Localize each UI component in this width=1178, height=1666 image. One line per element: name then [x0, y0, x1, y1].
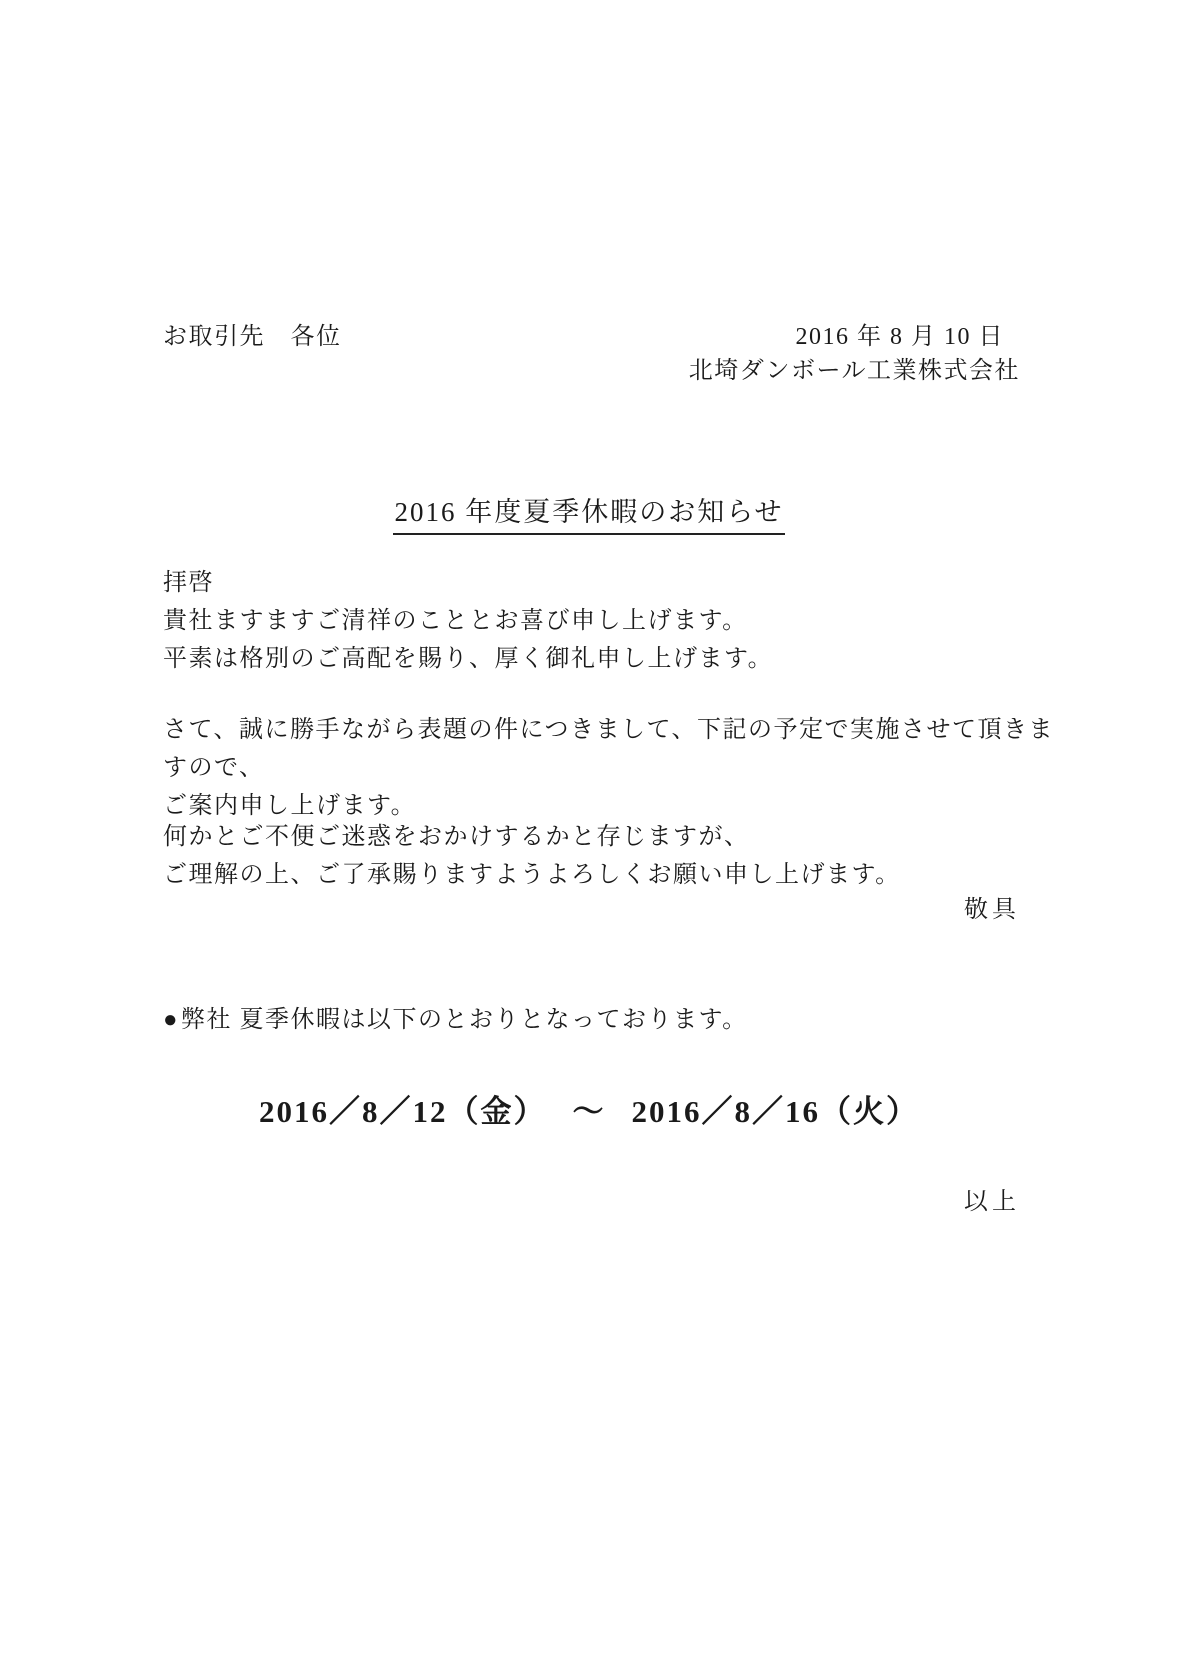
holiday-period [0, 1086, 1178, 1131]
bullet-icon: ● [163, 1007, 179, 1033]
document-date: 2016 年 8 月 10 日 [795, 324, 1004, 350]
company-name: 北埼ダンボール工業株式会社 [688, 358, 1020, 384]
closing-word: 敬具 [964, 897, 1020, 923]
greeting-line-1: 貴社ますますご清祥のこととお喜び申し上げます。 [163, 608, 748, 634]
apology-paragraph [163, 818, 1058, 894]
greeting-line-2: 平素は格別のご高配を賜り、厚く御礼申し上げます。 [163, 646, 774, 672]
holiday-start-date: 2016／8／12（金） [259, 1094, 547, 1129]
holiday-range-separator: ～ [572, 1094, 606, 1129]
header-row [163, 316, 1020, 351]
salutation: 拝啓 [163, 570, 214, 596]
document-title: 2016 年度夏季休暇のお知らせ [393, 490, 786, 535]
main-line-1: さて、誠に勝手ながら表題の件につきまして、下記の予定で実施させて頂きますので、 [163, 717, 1055, 781]
greeting-paragraph [163, 564, 1058, 678]
apology-line-1: 何かとご不便ご迷惑をおかけするかと存じますが、 [163, 824, 750, 850]
main-paragraph [163, 711, 1058, 825]
holiday-end-date: 2016／8／16（火） [631, 1094, 919, 1129]
end-marker: 以上 [964, 1189, 1020, 1215]
apology-line-2: ご理解の上、ご了承賜りますようよろしくお願い申し上げます。 [163, 862, 901, 888]
recipient-line: お取引先 各位 [163, 324, 342, 350]
main-line-2: ご案内申し上げます。 [163, 793, 417, 819]
holiday-notice-line [163, 999, 1058, 1034]
title-row [0, 490, 1178, 535]
holiday-notice-text: 弊社 夏季休暇は以下のとおりとなっております。 [181, 1007, 748, 1033]
